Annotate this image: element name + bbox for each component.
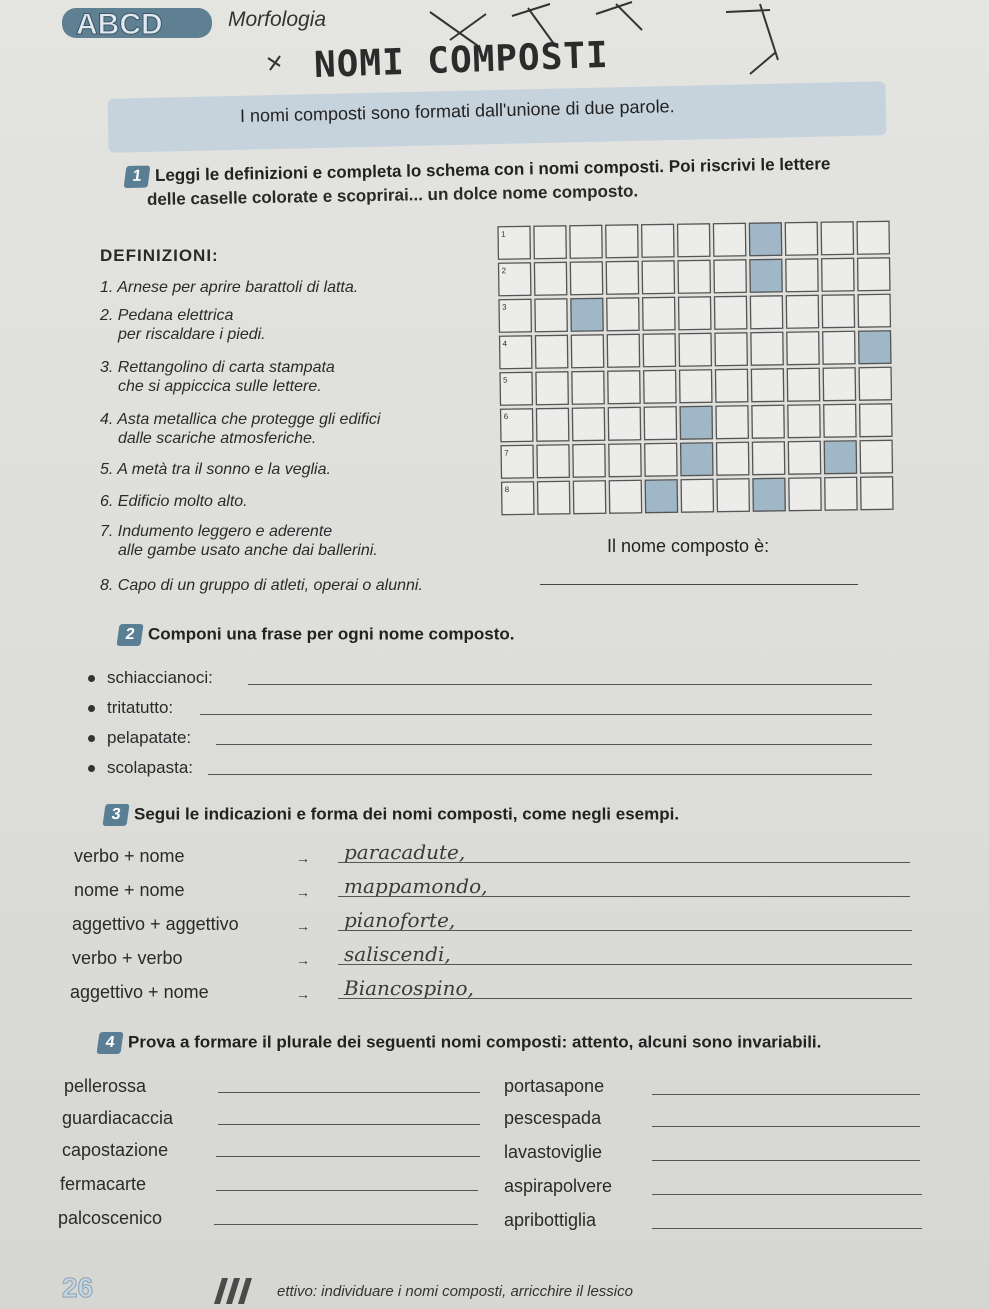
combo-label: aggettivo + aggettivo: [72, 914, 239, 934]
crossword-cell-colored[interactable]: [824, 441, 856, 474]
crossword-cell[interactable]: [607, 334, 639, 367]
crossword-cell[interactable]: [824, 404, 856, 437]
sentence-line[interactable]: [216, 744, 872, 745]
learning-objective: ettivo: individuare i nomi composti, arricchire il lessico: [277, 1283, 633, 1300]
crossword-cell-colored[interactable]: [645, 480, 677, 513]
plural-word: portasapone: [504, 1076, 605, 1096]
sentence-item: pelapatate:: [88, 728, 191, 748]
combo-label: verbo + nome: [74, 846, 185, 866]
crossword-cell[interactable]: [534, 226, 566, 259]
crossword-cell[interactable]: [787, 368, 819, 401]
crossword-cell[interactable]: [679, 297, 711, 330]
plural-line[interactable]: [652, 1126, 920, 1127]
crossword-row-number: 7: [504, 448, 509, 458]
sentence-line[interactable]: [248, 684, 872, 685]
crossword-cell[interactable]: [860, 440, 892, 473]
plural-word: lavastoviglie: [504, 1142, 603, 1162]
answer-line[interactable]: [540, 584, 858, 585]
crossword-cell-colored[interactable]: [753, 478, 785, 511]
crossword-cell[interactable]: [788, 441, 820, 474]
crossword-cell[interactable]: [788, 405, 820, 438]
plural-word: capostazione: [62, 1140, 169, 1160]
crossword-cell[interactable]: [609, 444, 641, 477]
exercise-number: 1: [124, 166, 151, 188]
plural-line[interactable]: [652, 1228, 922, 1229]
crossword-cell[interactable]: [643, 297, 675, 330]
plural-word: aspirapolvere: [504, 1176, 613, 1196]
crossword-cell[interactable]: [716, 406, 748, 439]
plural-word: guardiacaccia: [62, 1108, 174, 1128]
exercise-number: 3: [102, 804, 129, 826]
sentence-item: schiaccianoci:: [88, 668, 213, 688]
answer-line[interactable]: [338, 964, 912, 965]
crossword-cell[interactable]: [716, 442, 748, 475]
crossword-cell[interactable]: [606, 261, 638, 294]
bullet-icon: [88, 705, 95, 712]
exercise-1-instruction: 1 Leggi le definizioni e completa lo schema con i nomi composti. Poi riscrivi le lettere: [125, 154, 831, 188]
handwritten-answer: paracadute,: [344, 840, 466, 864]
footer-stripes-icon: [210, 1276, 260, 1304]
crossword-cell[interactable]: [821, 222, 853, 255]
crossword-cell[interactable]: [573, 444, 605, 477]
crossword-cell[interactable]: [859, 367, 891, 400]
definition-5: 5. A metà tra il sonno e la veglia.: [100, 461, 331, 478]
answer-line[interactable]: [338, 862, 910, 863]
crossword-cell[interactable]: [608, 371, 640, 404]
crossword-cell[interactable]: [570, 225, 602, 258]
plural-word: pellerossa: [64, 1076, 147, 1096]
crossword-cell-colored[interactable]: [680, 406, 712, 439]
exercise-number: 2: [116, 624, 143, 646]
arrow-icon: →: [296, 986, 310, 1002]
crossword-grid[interactable]: [496, 219, 895, 516]
plural-line[interactable]: [652, 1094, 920, 1095]
exercise-number: 4: [96, 1032, 123, 1054]
definition-6: 6. Edificio molto alto.: [100, 493, 248, 510]
definition-1: 1. Arnese per aprire barattoli di latta.: [100, 279, 359, 296]
crossword-cell[interactable]: [678, 260, 710, 293]
arrow-icon: →: [296, 952, 310, 968]
exercise-2-instruction: 2 Componi una frase per ogni nome composto.: [118, 624, 514, 646]
definition-4: 4. Asta metallica che protegge gli edifici dalle scariche atmosferiche.: [100, 411, 381, 447]
combo-label: nome + nome: [74, 880, 185, 900]
crossword-cell[interactable]: [681, 479, 713, 512]
crossword-cell[interactable]: [642, 224, 674, 257]
rule-text: I nomi composti sono formati dall'unione di due parole.: [239, 96, 675, 126]
crossword-cell[interactable]: [858, 294, 890, 327]
crossword-cell[interactable]: [861, 477, 893, 510]
answer-line[interactable]: [338, 930, 912, 931]
crossword-cell[interactable]: [823, 331, 855, 364]
crossword-row-number: 2: [501, 266, 507, 276]
crossword-cell[interactable]: [715, 369, 747, 402]
crossword-cell[interactable]: [537, 445, 569, 478]
crossword-cell[interactable]: [573, 481, 605, 514]
crossword-cell[interactable]: [752, 442, 784, 475]
crossword-cell[interactable]: [857, 221, 889, 254]
crossword-cell[interactable]: [570, 262, 602, 295]
sentence-line[interactable]: [208, 774, 872, 775]
crossword-row-number: 8: [504, 485, 510, 495]
arrow-icon: →: [296, 918, 310, 934]
plural-word: apribottiglia: [504, 1210, 597, 1230]
crossword-cell[interactable]: [822, 295, 854, 328]
exercise-4-instruction: 4 Prova a formare il plurale dei seguenti nomi composti: attento, alcuni sono invariabili.: [98, 1032, 821, 1054]
page-number: 26: [62, 1272, 94, 1303]
crossword-cell[interactable]: [643, 334, 675, 367]
crossword-cell[interactable]: [535, 335, 567, 368]
crossword-cell[interactable]: [825, 477, 857, 510]
definition-3: 3. Rettangolino di carta stampata che si appiccica sulle lettere.: [100, 359, 335, 395]
sentence-line[interactable]: [200, 714, 872, 715]
crossword-cell[interactable]: [606, 225, 638, 258]
plural-word: pescespada: [504, 1108, 602, 1128]
crossword-cell[interactable]: [860, 404, 892, 437]
crossword-cell[interactable]: [822, 258, 854, 291]
crossword-row-number: 4: [502, 339, 508, 349]
answer-line[interactable]: [338, 896, 910, 897]
crossword-cell[interactable]: [572, 371, 604, 404]
crossword-cell[interactable]: [607, 298, 639, 331]
abcd-logo: [62, 2, 212, 46]
crossword-row-number: 1: [501, 229, 506, 239]
crossword-cell-colored[interactable]: [571, 298, 603, 331]
plural-line[interactable]: [652, 1194, 922, 1195]
plural-line[interactable]: [218, 1124, 480, 1125]
plural-line[interactable]: [652, 1160, 920, 1161]
crossword-cell[interactable]: [571, 335, 603, 368]
crossword-cell[interactable]: [751, 369, 783, 402]
crossword-cell[interactable]: [536, 372, 568, 405]
crossword-cell-colored[interactable]: [681, 443, 713, 476]
plural-line[interactable]: [214, 1224, 478, 1225]
plural-line[interactable]: [216, 1190, 478, 1191]
crossword-cell[interactable]: [751, 332, 783, 365]
combo-label: verbo + verbo: [72, 948, 183, 968]
crossword-cell[interactable]: [679, 333, 711, 366]
crossword-cell[interactable]: [537, 481, 569, 514]
crossword-cell[interactable]: [678, 224, 710, 257]
crossword-cell[interactable]: [823, 368, 855, 401]
crossword-cell-colored[interactable]: [749, 223, 781, 256]
svg-text:ABCD: ABCD: [76, 8, 163, 41]
crossword-cell[interactable]: [534, 262, 566, 295]
definition-2: 2. Pedana elettrica per riscaldare i piedi.: [100, 307, 266, 343]
crossword-cell[interactable]: [608, 407, 640, 440]
definitions-title: DEFINIZIONI:: [100, 246, 219, 265]
crossword-cell[interactable]: [609, 480, 641, 513]
combo-label: aggettivo + nome: [70, 982, 209, 1002]
crossword-cell[interactable]: [786, 295, 818, 328]
crossword-row-number: 6: [503, 412, 509, 422]
handwritten-answer: saliscendi,: [344, 942, 451, 966]
crossword-cell[interactable]: [642, 261, 674, 294]
crossword-cell[interactable]: [789, 478, 821, 511]
plural-word: fermacarte: [60, 1174, 147, 1194]
page-title: NOMI COMPOSTI: [313, 34, 610, 87]
crossword-cell[interactable]: [714, 260, 746, 293]
crossword-cell[interactable]: [535, 299, 567, 332]
arrow-icon: →: [296, 850, 310, 866]
crossword-cell-colored[interactable]: [750, 259, 782, 292]
crossword-cell[interactable]: [644, 407, 676, 440]
crossword-cell[interactable]: [536, 408, 568, 441]
bullet-icon: [88, 735, 95, 742]
definition-8: 8. Capo di un gruppo di atleti, operai o alunni.: [100, 577, 423, 594]
crossword-cell[interactable]: [858, 258, 890, 291]
crossword-cell[interactable]: [714, 296, 746, 329]
crossword-row-number: 3: [502, 302, 507, 312]
definition-7: 7. Indumento leggero e aderente alle gambe usato anche dai ballerini.: [100, 523, 378, 559]
crossword-cell[interactable]: [787, 332, 819, 365]
bullet-icon: [88, 675, 95, 682]
exercise-1-instruction-cont: delle caselle colorate e scoprirai... un dolce nome composto.: [146, 181, 639, 209]
crossword-row-number: 5: [503, 375, 508, 385]
plural-line[interactable]: [218, 1092, 480, 1093]
handwritten-answer: pianoforte,: [344, 908, 456, 932]
crossword-cell[interactable]: [786, 259, 818, 292]
answer-line[interactable]: [338, 998, 912, 999]
crossword-cell[interactable]: [717, 479, 749, 512]
exercise-3-instruction: 3 Segui le indicazioni e forma dei nomi composti, come negli esempi.: [104, 804, 679, 826]
crossword-cell[interactable]: [572, 408, 604, 441]
crossword-cell[interactable]: [680, 370, 712, 403]
crossword-cell-colored[interactable]: [859, 331, 891, 364]
sentence-item: scolapasta:: [88, 758, 193, 778]
sentence-item: tritatutto:: [88, 698, 173, 718]
crossword-cell[interactable]: [752, 405, 784, 438]
crossword-cell[interactable]: [750, 296, 782, 329]
crossword-cell[interactable]: [645, 443, 677, 476]
crossword-cell[interactable]: [644, 370, 676, 403]
bullet-icon: [88, 765, 95, 772]
plural-word: palcoscenico: [58, 1208, 163, 1228]
plural-line[interactable]: [216, 1156, 480, 1157]
answer-label: Il nome composto è:: [607, 536, 770, 556]
crossword-cell[interactable]: [713, 223, 745, 256]
crossword-cell[interactable]: [715, 333, 747, 366]
handwritten-answer: Biancospino,: [344, 976, 474, 1000]
handwritten-answer: mappamondo,: [344, 874, 488, 898]
arrow-icon: →: [296, 884, 310, 900]
crossword-cell[interactable]: [785, 222, 817, 255]
section-label: Morfologia: [228, 8, 327, 31]
